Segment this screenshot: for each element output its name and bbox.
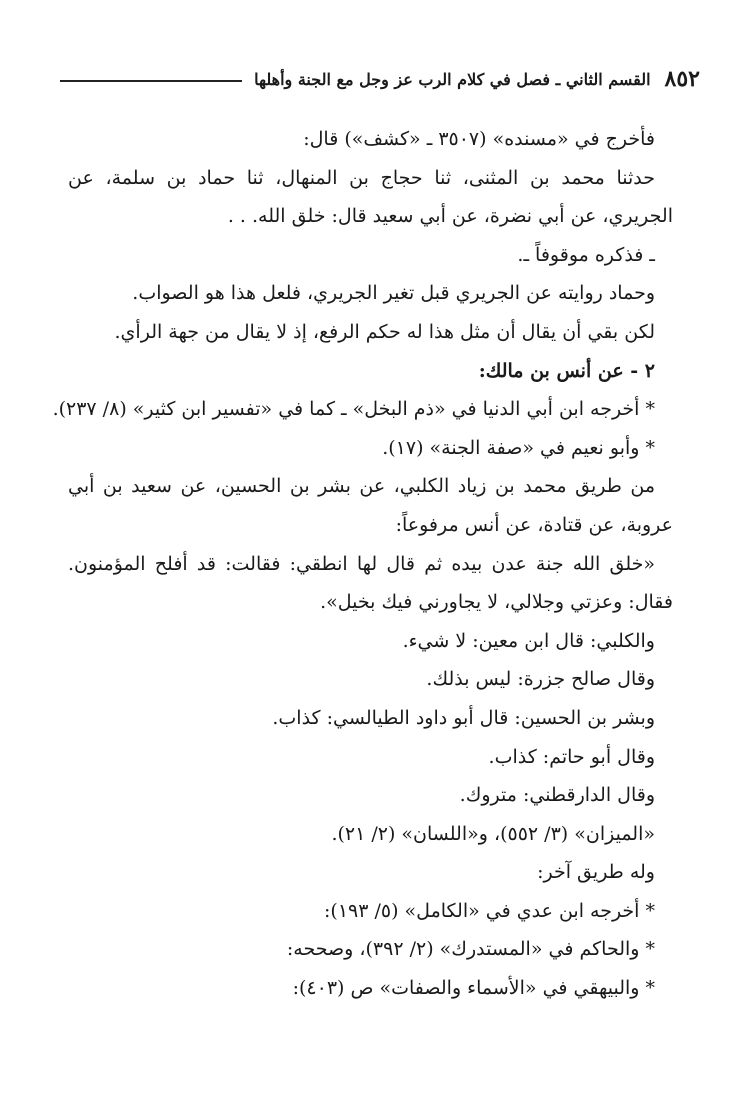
section-heading: ٢ - عن أنس بن مالك: <box>478 359 655 382</box>
text-line: والكلبي: قال ابن معين: لا شيء. <box>402 629 655 652</box>
text-line: «خلق الله جنة عدن بيده ثم قال لها انطقي: فقالت: قد أفلح المؤمنون. <box>68 552 655 575</box>
text-line: * والبيهقي في «الأسماء والصفات» ص (٤٠٣): <box>292 977 655 1000</box>
text-line: وقال الدارقطني: متروك. <box>459 784 655 807</box>
text-line: فأخرج في «مسنده» (٣٥٠٧ ـ «كشف») قال: <box>303 128 655 150</box>
text-line: وبشر بن الحسين: قال أبو داود الطيالسي: كذاب. <box>272 706 655 729</box>
page-header <box>60 62 700 96</box>
text-line: عروبة، عن قتادة، عن أنس مرفوعاً: <box>395 513 673 536</box>
text-line: ـ فذكره موقوفاً ـ. <box>517 243 655 266</box>
text-line: * أخرجه ابن أبي الدنيا في «ذم البخل» ـ كما في «تفسير ابن كثير» (٨/ ٢٣٧). <box>52 398 655 421</box>
header-rule <box>60 80 242 82</box>
text-line: فقال: وعزتي وجلالي، لا يجاورني فيك بخيل». <box>320 591 673 614</box>
text-line: «الميزان» (٣/ ٥٥٢)، و«اللسان» (٢/ ٢١). <box>331 822 655 845</box>
running-title: القسم الثاني ـ فصل في كلام الرب عز وجل مع الجنة وأهلها <box>254 69 651 89</box>
text-line: لكن بقي أن يقال أن مثل هذا له حكم الرفع، إذ لا يقال من جهة الرأي. <box>114 320 655 343</box>
text-line: وحماد روايته عن الجريري قبل تغير الجريري، فلعل هذا هو الصواب. <box>132 282 655 305</box>
page-body <box>52 120 673 1008</box>
text-line: * أخرجه ابن عدي في «الكامل» (٥/ ١٩٣): <box>323 899 655 922</box>
text-line: من طريق محمد بن زياد الكلبي، عن بشر بن الحسين، عن سعيد بن أبي <box>68 475 655 498</box>
text-line: الجريري، عن أبي نضرة، عن أبي سعيد قال: خلق الله. . . <box>227 205 673 228</box>
text-line: * وأبو نعيم في «صفة الجنة» (١٧). <box>382 436 655 459</box>
text-line: * والحاكم في «المستدرك» (٢/ ٣٩٢)، وصححه: <box>286 938 655 961</box>
text-line: وقال صالح جزرة: ليس بذلك. <box>426 668 655 691</box>
page-number: ٨٥٢ <box>664 66 700 92</box>
text-line: وقال أبو حاتم: كذاب. <box>488 745 655 768</box>
text-line: حدثنا محمد بن المثنى، ثنا حجاج بن المنهال، ثنا حماد بن سلمة، عن <box>68 166 655 189</box>
text-line: وله طريق آخر: <box>537 861 655 884</box>
